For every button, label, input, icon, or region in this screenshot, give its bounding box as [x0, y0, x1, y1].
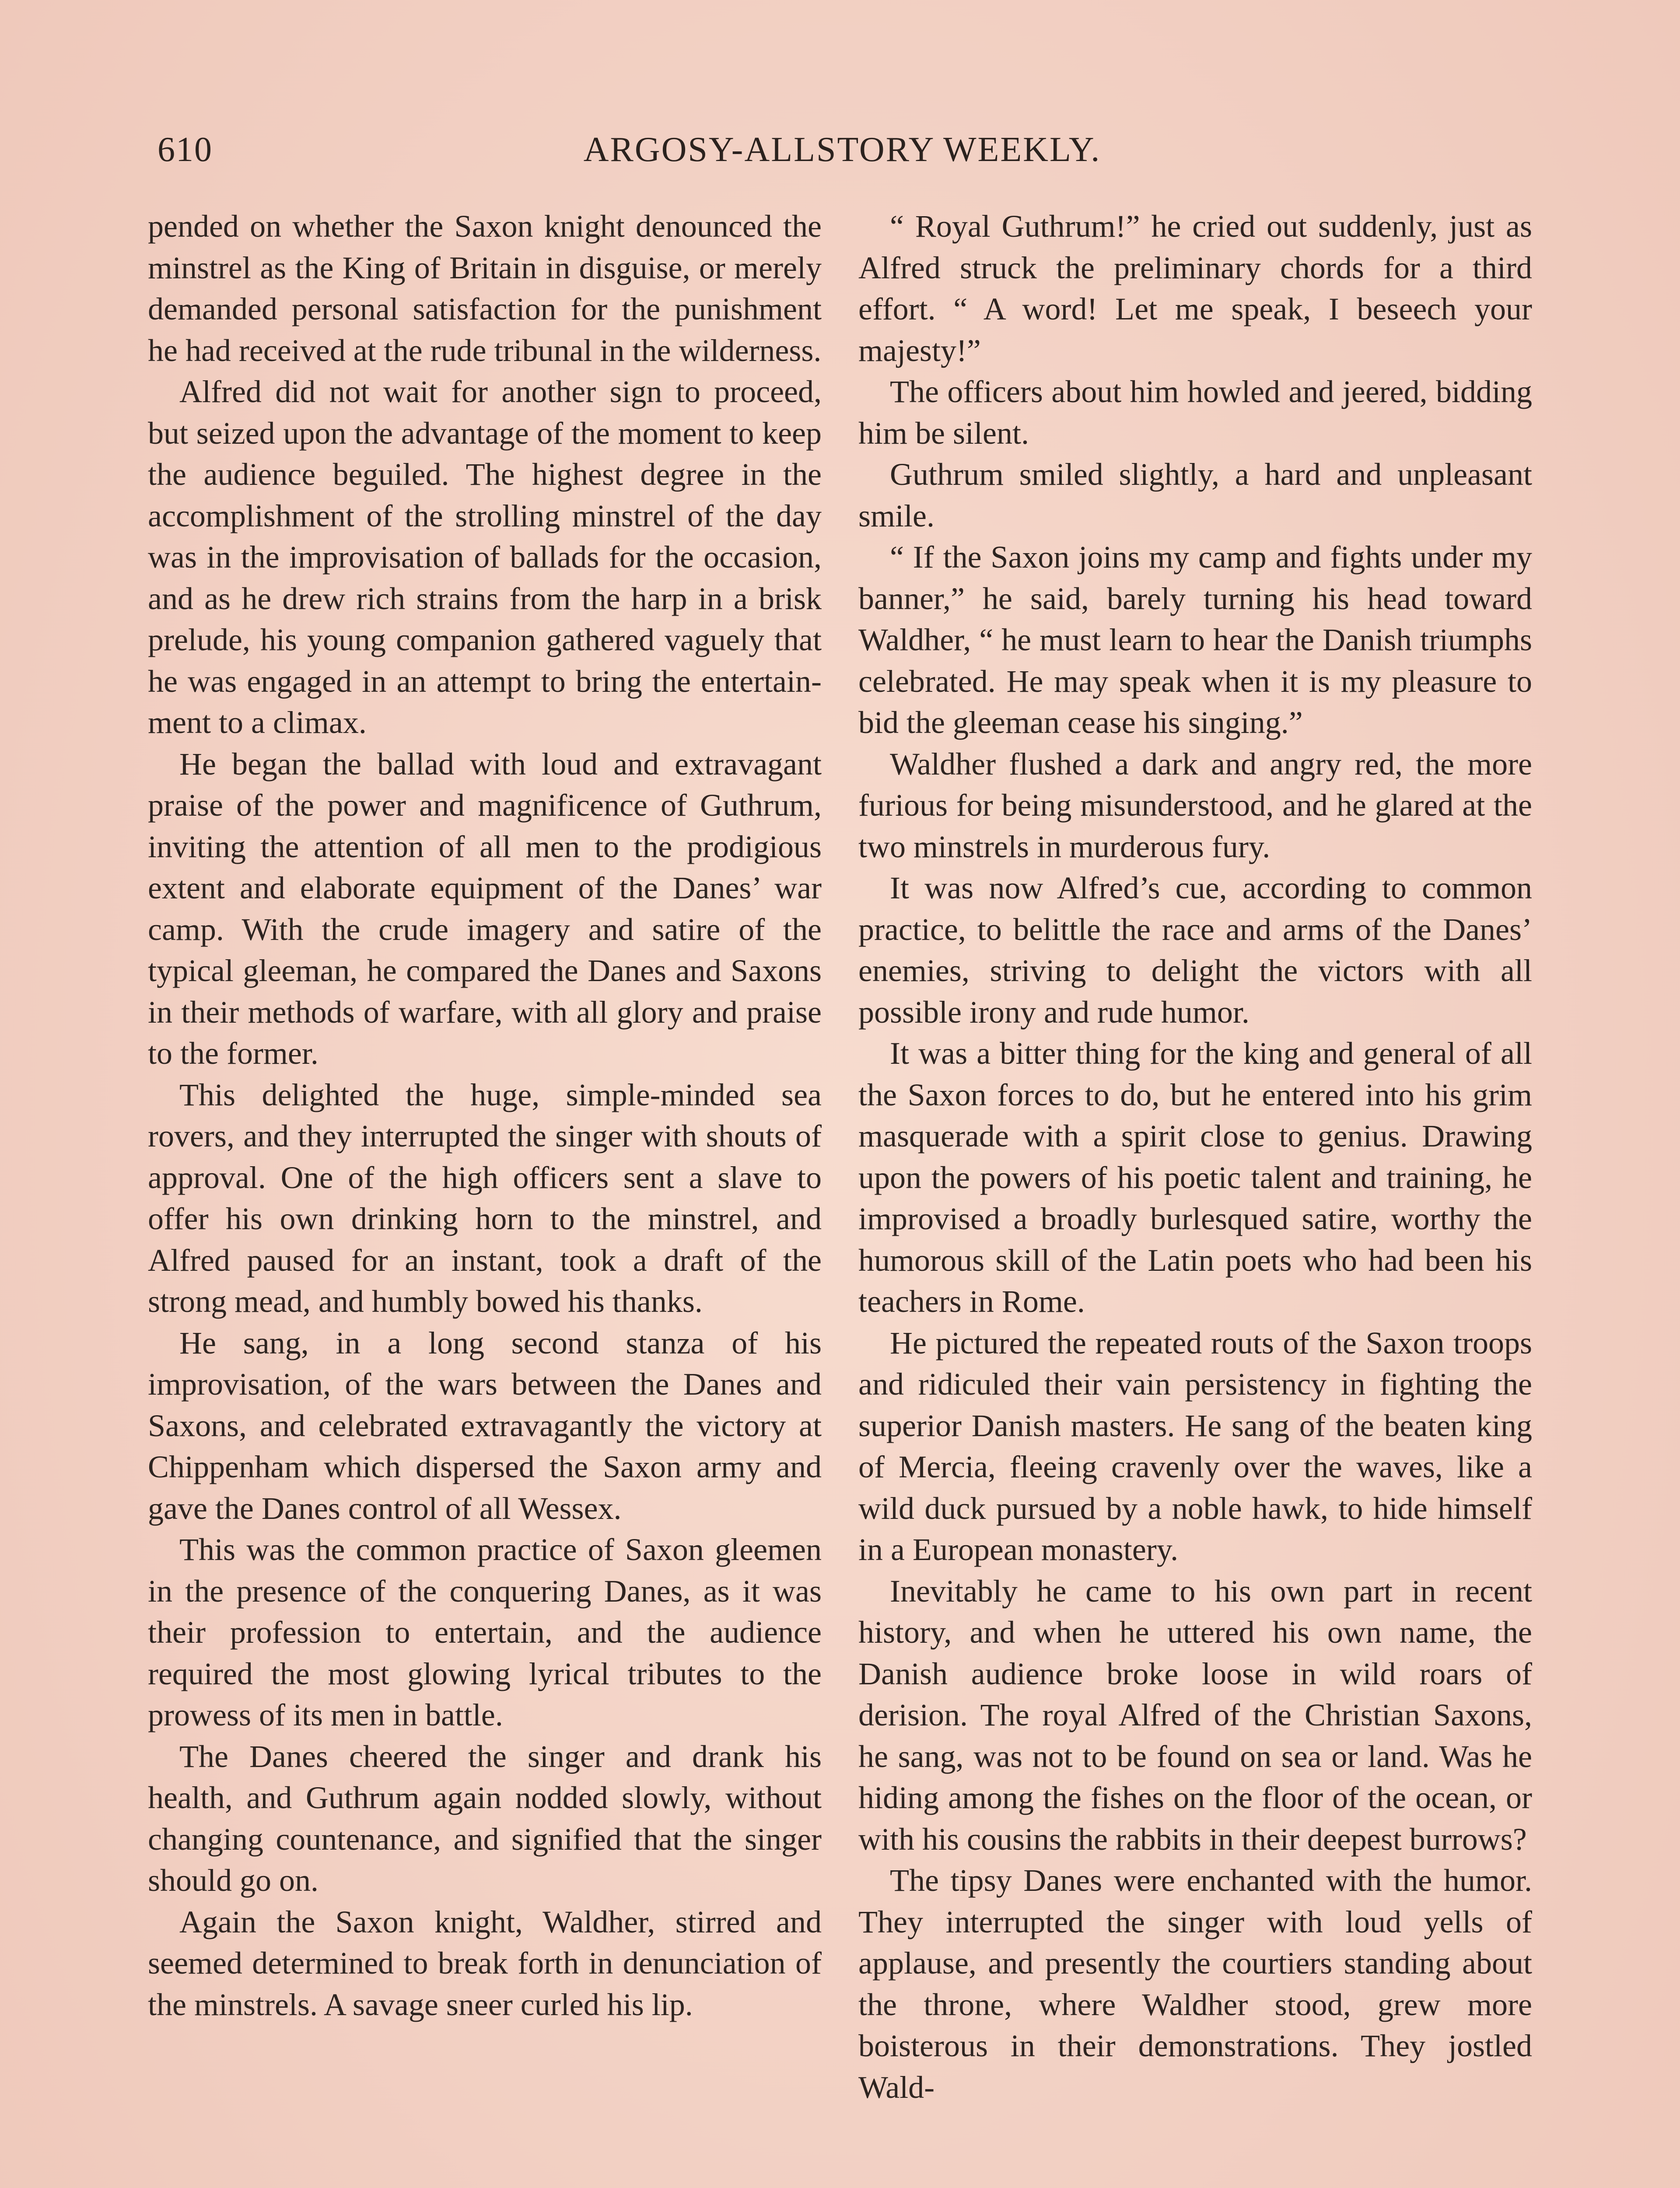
paragraph: pended on whether the Saxon knight denounced the minstrel as the King of Britain in disguise, or merely demanded personal satisfaction for the punishment he had received at the rude tribunal in the wilderness. — [148, 209, 822, 368]
running-head: ARGOSY-ALLSTORY WEEKLY. — [583, 130, 1101, 169]
paragraph: The Danes cheered the singer and drank his health, and Guthrum again nodded slowly, without changing countenance, and signified that the singer should go on. — [148, 1739, 822, 1898]
paragraph: This delighted the huge, simple-minded sea rovers, and they interrupted the singer with shouts of approval. One of the high officers sent a slave to offer his own drinking horn to the minstrel, and Alfred paused for an instant, took a draft of the strong mead, and humbly bowed his thanks. — [148, 1077, 822, 1319]
paragraph: Waldher flushed a dark and angry red, the more furious for being misunderstood, and he glared at the two minstrels in murderous fury. — [858, 746, 1532, 864]
paragraph: The tipsy Danes were enchanted with the humor. They interrupted the singer with loud yells of applause, and presently the courtiers standing about the throne, where Waldher stood, grew more boisterous in their demonstrations. They jostled Wald- — [858, 1863, 1532, 2105]
right-column — [858, 206, 1532, 2108]
paragraph: He sang, in a long second stanza of his improvisation, of the wars between the Danes and Saxons, and celebrated extravagantly the victory at Chippenham which dispersed the Saxon army and gave the Danes control of all Wessex. — [148, 1325, 822, 1526]
paragraph: He pictured the repeated routs of the Saxon troops and ridiculed their vain persistency in fighting the superior Danish masters. He sang of the beaten king of Mercia, fleeing cravenly over the waves, like a wild duck pursued by a noble hawk, to hide himself in a European monastery. — [858, 1325, 1532, 1567]
paragraph: The officers about him howled and jeered, bidding him be silent. — [858, 374, 1532, 451]
paragraph: It was a bitter thing for the king and general of all the Saxon forces to do, but he entered into his grim masquerade with a spirit close to genius. Drawing upon the powers of his poetic talent and training, he improvised a broadly burlesqued satire, worthy the humorous skill of the Latin poets who had been his teachers in Rome. — [858, 1036, 1532, 1319]
paragraph: Alfred did not wait for another sign to proceed, but seized upon the advantage of the moment to keep the audience beguiled. The highest degree in the accomplishment of the strolling minstrel of the day was in the improvisation of ballads for the occasion, and as he drew rich strains from the harp in a brisk prelude, his young companion gathered vaguely that he was engaged in an attempt to bring the entertainment to a climax. — [148, 374, 822, 740]
paragraph: Guthrum smiled slightly, a hard and unpleasant smile. — [858, 457, 1532, 533]
paragraph: Inevitably he came to his own part in recent history, and when he uttered his own name, the Danish audience broke loose in wild roars of derision. The royal Alfred of the Christian Saxons, he sang, was not to be found on sea or land. Was he hiding among the fishes on the floor of the ocean, or with his cousins the rabbits in their deepest burrows? — [858, 1573, 1532, 1857]
page-header — [149, 125, 1536, 177]
paragraph: This was the common practice of Saxon gleemen in the presence of the conquering Danes, as it was their profession to entertain, and the audience required the most glowing lyrical tributes to the prowess of its men in battle. — [148, 1532, 822, 1732]
paragraph: It was now Alfred’s cue, according to common practice, to belittle the race and arms of the Danes’ enemies, striving to delight the victors with all possible irony and rude humor. — [858, 870, 1532, 1030]
page-number: 610 — [158, 130, 213, 169]
paragraph: He began the ballad with loud and extravagant praise of the power and magnificence of Guthrum, inviting the attention of all men to the prodigious extent and elaborate equipment of the Danes’ war camp. With the crude imagery and satire of the typical gleeman, he compared the Danes and Saxons in their methods of warfare, with all glory and praise to the former. — [148, 746, 822, 1071]
paragraph: Again the Saxon knight, Waldher, stirred and seemed determined to break forth in denunciation of the minstrels. A savage sneer curled his lip. — [148, 1904, 822, 2022]
paragraph: “ If the Saxon joins my camp and fights under my banner,” he said, barely turning his head toward Waldher, “ he must learn to hear the Danish triumphs celebrated. He may speak when it is my pleasure to bid the gleeman cease his singing.” — [858, 540, 1532, 740]
left-column — [148, 206, 822, 2025]
paragraph: “ Royal Guthrum!” he cried out suddenly, just as Alfred struck the preliminary chords for a third effort. “ A word! Let me speak, I beseech your majesty!” — [858, 209, 1532, 368]
